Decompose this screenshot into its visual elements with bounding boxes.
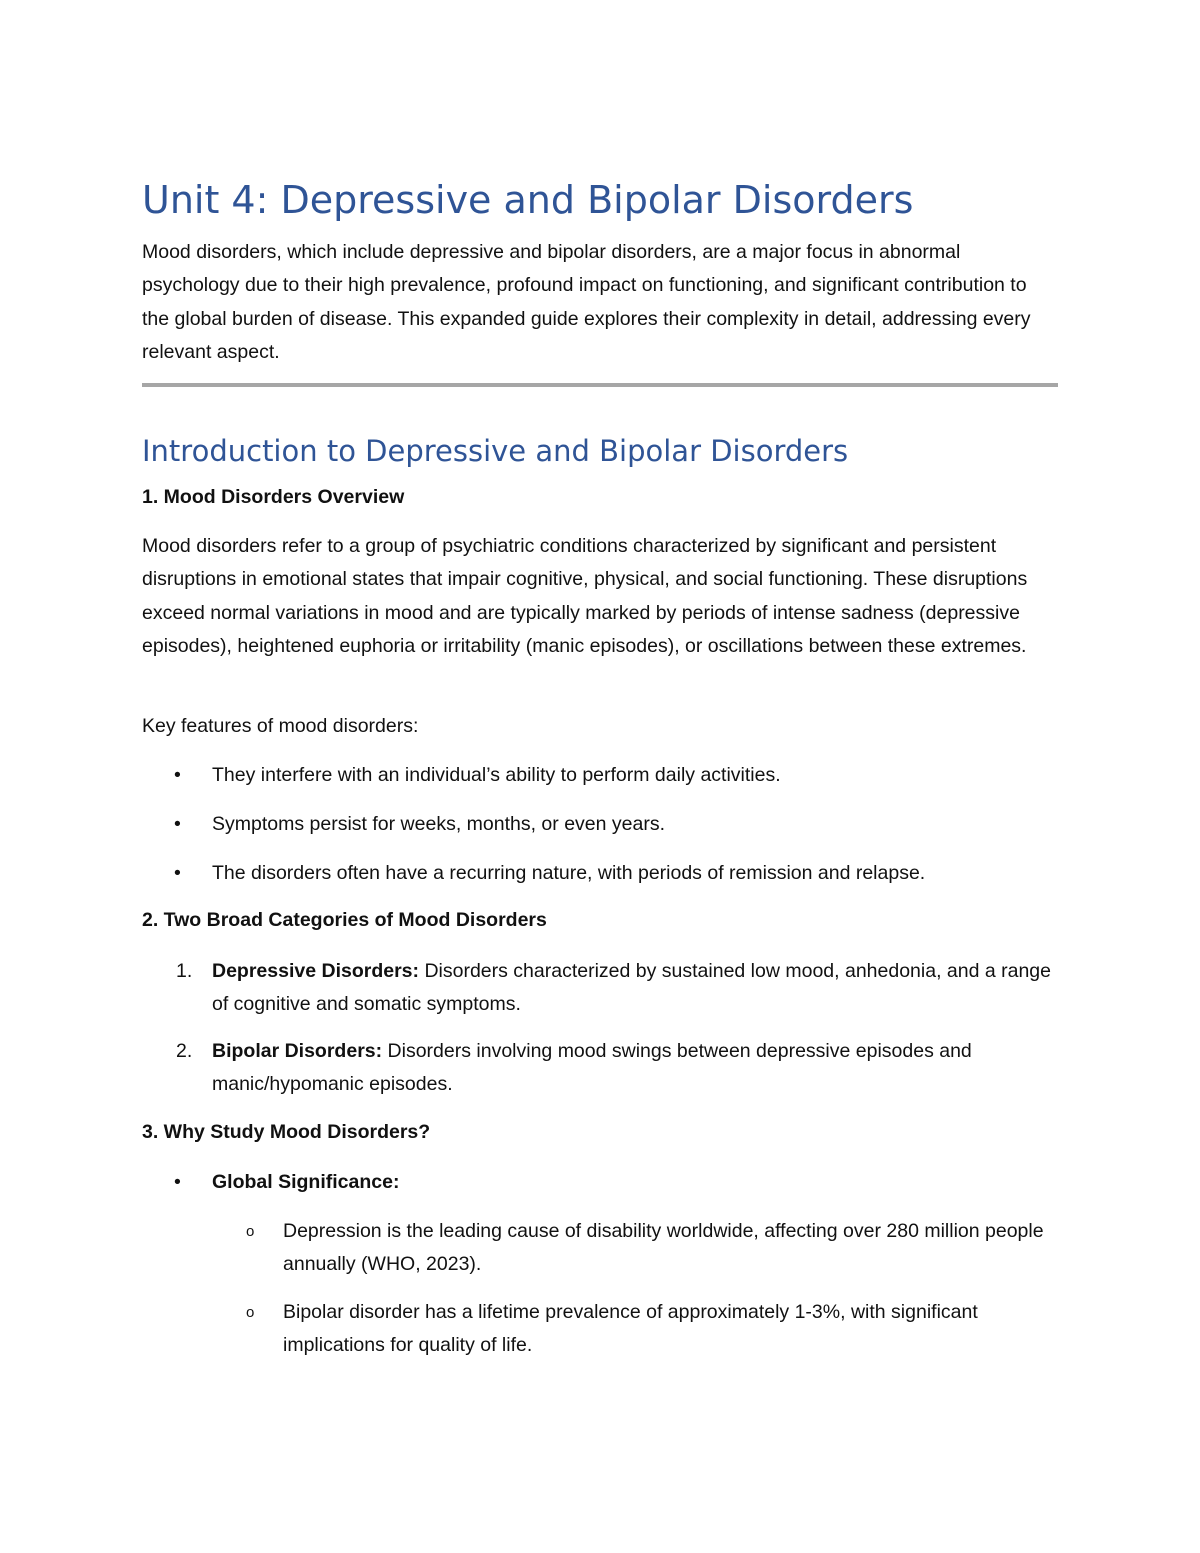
number-marker: 1. — [176, 960, 193, 982]
term-definition: Disorders involving mood swings between depressive episodes and manic/hypomanic episodes. — [212, 1040, 972, 1095]
bullet-marker: • — [174, 813, 181, 835]
list-item-text: They interfere with an individual’s ability to perform daily activities. — [212, 764, 781, 786]
sub-list-item-text: Bipolar disorder has a lifetime prevalence of approximately 1-3%, with significant implications for quality of life. — [283, 1301, 978, 1356]
term-label: Bipolar Disorders: — [212, 1040, 383, 1062]
list-item-text — [212, 1166, 1057, 1199]
section-heading: Introduction to Depressive and Bipolar Disorders — [142, 434, 849, 468]
list-item — [142, 759, 1057, 792]
list-item — [142, 857, 1057, 890]
list-item — [142, 1166, 1057, 1199]
term-label: Depressive Disorders: — [212, 960, 420, 982]
number-marker: 2. — [176, 1040, 193, 1062]
numbered-item-text — [212, 955, 1057, 1021]
overview-paragraph: Mood disorders refer to a group of psychiatric conditions characterized by significant and persistent disruptions in emotional states that impair cognitive, physical, and social functioning. These disruptions exceed normal variations in mood and are typically marked by periods of intense sadness (depressive episodes), heightened euphoria or irritability (manic episodes), or oscillations between these extremes. — [142, 535, 1028, 657]
bullet-marker: • — [174, 862, 181, 884]
subsection-heading-why-study: 3. Why Study Mood Disorders? — [142, 1121, 431, 1143]
sub-bullet-marker: o — [246, 1304, 255, 1321]
sub-bullet-marker: o — [246, 1223, 255, 1240]
bullet-marker: • — [174, 1171, 181, 1193]
horizontal-divider — [142, 383, 1058, 387]
term-definition: Disorders characterized by sustained low mood, anhedonia, and a range of cognitive and somatic symptoms. — [212, 960, 1051, 1015]
sub-list-item — [142, 1296, 1057, 1362]
subsection-heading-categories: 2. Two Broad Categories of Mood Disorders — [142, 909, 547, 931]
list-item-text: The disorders often have a recurring nature, with periods of remission and relapse. — [212, 862, 926, 884]
global-significance-label: Global Significance: — [212, 1171, 400, 1193]
intro-paragraph: Mood disorders, which include depressive and bipolar disorders, are a major focus in abnormal psychology due to their high prevalence, profound impact on functioning, and significant contribution to the global burden of disease. This expanded guide explores their complexity in detail, addressing every relevant aspect. — [142, 241, 1031, 363]
numbered-item — [142, 1035, 1057, 1101]
sub-list-item — [142, 1215, 1057, 1281]
subsection-heading-overview: 1. Mood Disorders Overview — [142, 486, 405, 508]
list-item — [142, 808, 1057, 841]
numbered-item — [142, 955, 1057, 1021]
key-features-label: Key features of mood disorders: — [142, 715, 419, 737]
bullet-marker: • — [174, 764, 181, 786]
numbered-item-text — [212, 1035, 1057, 1101]
list-item-text: Symptoms persist for weeks, months, or even years. — [212, 813, 665, 835]
document-title: Unit 4: Depressive and Bipolar Disorders — [142, 178, 914, 222]
sub-list-item-text: Depression is the leading cause of disability worldwide, affecting over 280 million people annually (WHO, 2023). — [283, 1220, 1044, 1275]
